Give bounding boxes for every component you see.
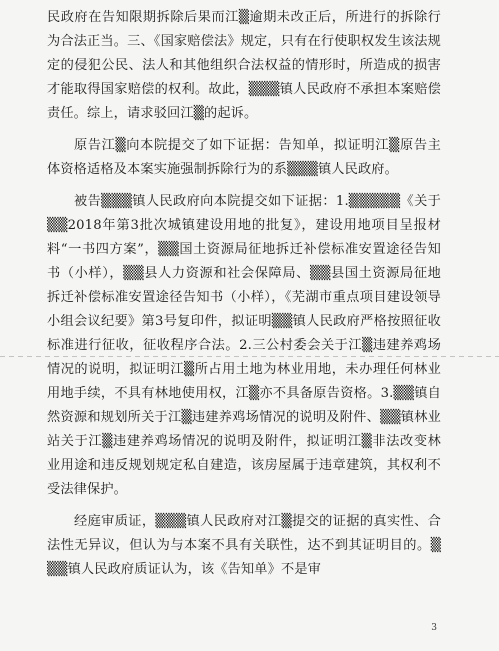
paragraph-defendant-evidence: 被告▒▒▒镇人民政府向本院提交如下证据：1.▒▒▒▒▒《关于▒▒2018年第3批次城镇建设用地的批复》，建设用地项目呈报材料“一书四方案”，▒▒国土资源局征地拆迁补偿标准安置途径告知书（小样），▒▒县人力资源和社会保障局、▒▒县国土资源局征地拆迁补偿标准安置途径告知书（小样），《芜湖市重点项目建设领导小组会议纪要》第3号复印件，拟证明▒▒镇人民政府严格按照征收标准进行征收，征收程序合法。2.三公村委会关于江▒违建养鸡场情况的说明，拟证明江▒所占用土地为林业用地，未办理任何林业用地手续，不具有林地使用权，江▒亦不具备原告资格。3.▒▒镇自然资源和规划所关于江▒违建养鸡场情况的说明及附件、▒▒镇林业站关于江▒违建养鸡场情况的说明及附件，拟证明江▒非法改变林业用途和违反规划规定私自建造，该房屋属于违章建筑，其权利不受法律保护。 [47, 194, 441, 497]
paragraph-gap [47, 502, 441, 510]
paragraph-plaintiff-evidence: 原告江▒向本院提交了如下证据：告知单，拟证明江▒原告主体资格适格及本案实施强制拆除行为的系▒▒▒镇人民政府。 [47, 138, 441, 177]
paragraph-defendant-argument-end: 民政府在告知限期拆除后果而江▒逾期未改正后，所进行的拆除行为合法正当。三、《国家赔偿法》规定，只有在行使职权发生该法规定的侵犯公民、法人和其他组织合法权益的情形时，所造成的损害才能取得国家赔偿的权利。故此，▒▒▒镇人民政府不承担本案赔偿责任。综上，请求驳回江▒的起诉。 [47, 10, 441, 121]
paragraph-cross-examination: 经庭审质证，▒▒▒镇人民政府对江▒提交的证据的真实性、合法性无异议，但认为与本案不具有关联性，达不到其证明目的。▒▒▒镇人民政府质证认为，该《告知单》不是审 [47, 514, 441, 577]
page-number: 3 [431, 623, 437, 633]
paragraph-gap [47, 126, 441, 134]
paragraph-gap [47, 182, 441, 190]
scan-fold-line [0, 356, 499, 357]
